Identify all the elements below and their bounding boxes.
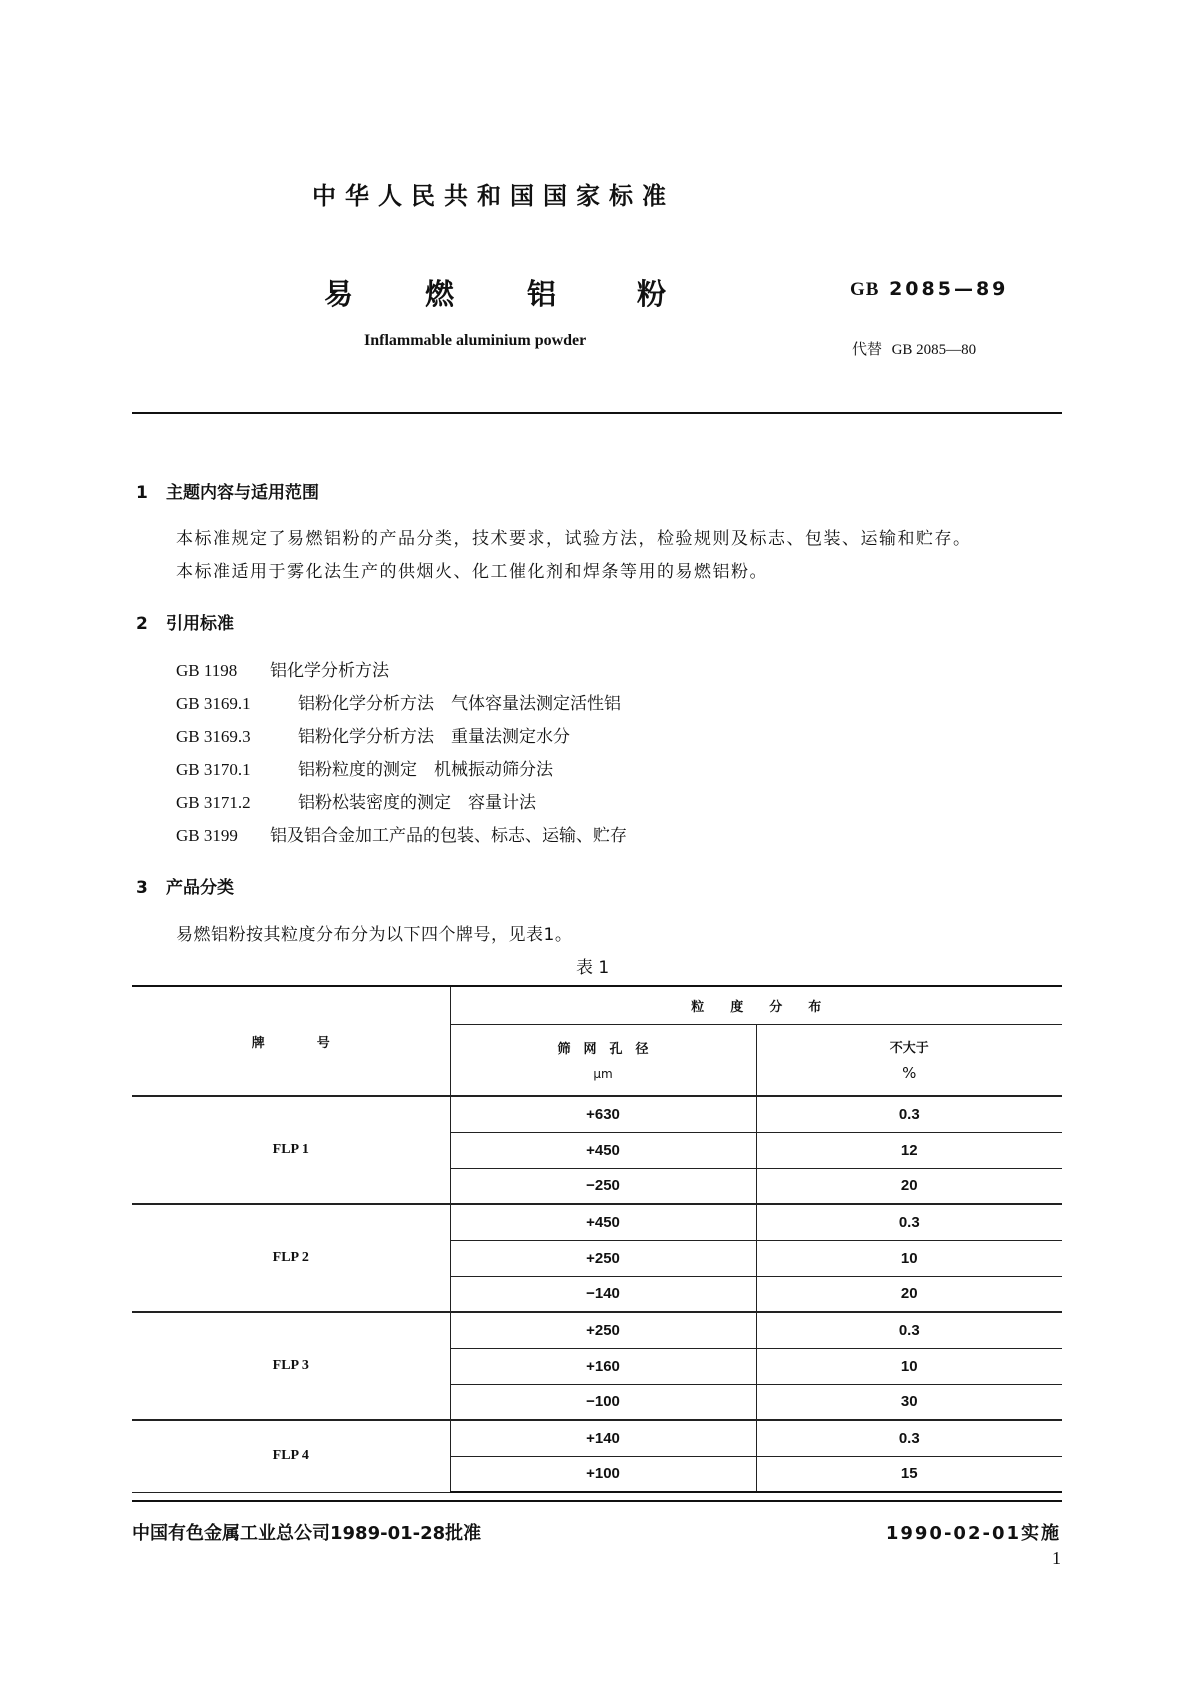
standard-code-number: 2085—89 [889,278,1009,300]
section-3-paragraph: 易燃铝粉按其粒度分布分为以下四个牌号，见表1。 [176,925,573,945]
table-row [132,1204,1062,1240]
max-cell: 10 [756,1348,1062,1384]
title-char-3: 铝 [527,277,557,311]
section-1-paragraph-1: 本标准规定了易燃铝粉的产品分类，技术要求，试验方法，检验规则及标志、包装、运输和贮存。 [176,529,972,549]
max-cell: 20 [756,1276,1062,1312]
table-caption: 表 1 [576,958,610,978]
header-distribution: 粒 度 分 布 [450,986,1062,1024]
sieve-cell: +250 [450,1312,756,1348]
sieve-cell: +450 [450,1204,756,1240]
replaces-code: GB 2085—80 [891,342,977,358]
max-cell: 0.3 [756,1096,1062,1132]
section-number: 3 [136,878,148,898]
max-cell: 20 [756,1168,1062,1204]
header-sieve-unit: μm [593,1067,613,1082]
header-sieve-label: 筛 网 孔 径 [557,1042,649,1058]
header-sieve [450,1024,756,1096]
max-cell: 15 [756,1456,1062,1492]
max-cell: 0.3 [756,1420,1062,1456]
section-1-paragraph-2: 本标准适用于雾化法生产的供烟火、化工催化剂和焊条等用的易燃铝粉。 [176,562,768,582]
reference-title: 铝及铝合金加工产品的包装、标志、运输、贮存 [270,826,627,846]
reference-code: GB 3169.3 [176,727,251,746]
effective-date: 1990-02-01实施 [885,1523,1061,1544]
grade-cell: FLP 3 [132,1312,450,1420]
section-title: 引用标准 [166,614,234,634]
sieve-cell: −100 [450,1384,756,1420]
header-max-label: 不大于 [889,1041,929,1057]
sieve-cell: +160 [450,1348,756,1384]
table-row [132,1312,1062,1348]
sieve-cell: −250 [450,1168,756,1204]
table-row [132,1420,1062,1456]
section-1-heading [136,478,319,503]
section-3-heading [136,873,234,898]
grade-cell: FLP 2 [132,1204,450,1312]
reference-code: GB 1198 [176,661,238,680]
header-max-unit: % [902,1064,917,1083]
header-grade: 牌 号 [132,986,450,1096]
standard-code-prefix: GB [850,279,880,300]
reference-title: 铝化学分析方法 [270,661,389,681]
max-cell: 12 [756,1132,1062,1168]
standard-code [850,278,1008,301]
page-number: 1 [1052,1548,1061,1568]
reference-title: 铝粉松装密度的测定 容量计法 [298,793,536,813]
particle-size-table [132,985,1062,1493]
section-2-heading [136,609,234,634]
replaces-label: 代替 [852,340,883,358]
header-divider [132,412,1062,414]
replaces-note [852,338,976,359]
max-cell: 30 [756,1384,1062,1420]
title-char-4: 粉 [637,277,667,311]
title-char-2: 燃 [425,277,455,311]
sieve-cell: −140 [450,1276,756,1312]
english-subtitle: Inflammable aluminium powder [364,332,587,349]
reference-item [176,656,389,681]
reference-code: GB 3199 [176,826,238,845]
reference-item [176,755,553,780]
reference-item [176,722,570,747]
max-cell: 0.3 [756,1312,1062,1348]
reference-item [176,689,621,714]
reference-code: GB 3170.1 [176,760,251,779]
reference-title: 铝粉化学分析方法 重量法测定水分 [298,727,570,747]
approval-note: 中国有色金属工业总公司1989-01-28批准 [132,1523,482,1544]
section-number: 1 [136,483,148,503]
grade-cell: FLP 1 [132,1096,450,1204]
max-cell: 0.3 [756,1204,1062,1240]
sieve-cell: +250 [450,1240,756,1276]
section-title: 产品分类 [166,878,234,898]
header-max [756,1024,1062,1096]
national-standard-heading: 中华人民共和国国家标准 [312,182,675,210]
section-title: 主题内容与适用范围 [166,483,319,503]
sieve-cell: +100 [450,1456,756,1492]
grade-cell: FLP 4 [132,1420,450,1492]
reference-item [176,788,536,813]
sieve-cell: +140 [450,1420,756,1456]
sieve-cell: +450 [450,1132,756,1168]
reference-item [176,821,627,846]
footer-divider [132,1500,1062,1502]
table-row [132,1096,1062,1132]
reference-code: GB 3169.1 [176,694,251,713]
section-number: 2 [136,614,148,634]
reference-code: GB 3171.2 [176,793,251,812]
title-char-1: 易 [324,277,354,311]
reference-title: 铝粉粒度的测定 机械振动筛分法 [298,760,553,780]
reference-title: 铝粉化学分析方法 气体容量法测定活性铝 [298,694,621,714]
max-cell: 10 [756,1240,1062,1276]
sieve-cell: +630 [450,1096,756,1132]
